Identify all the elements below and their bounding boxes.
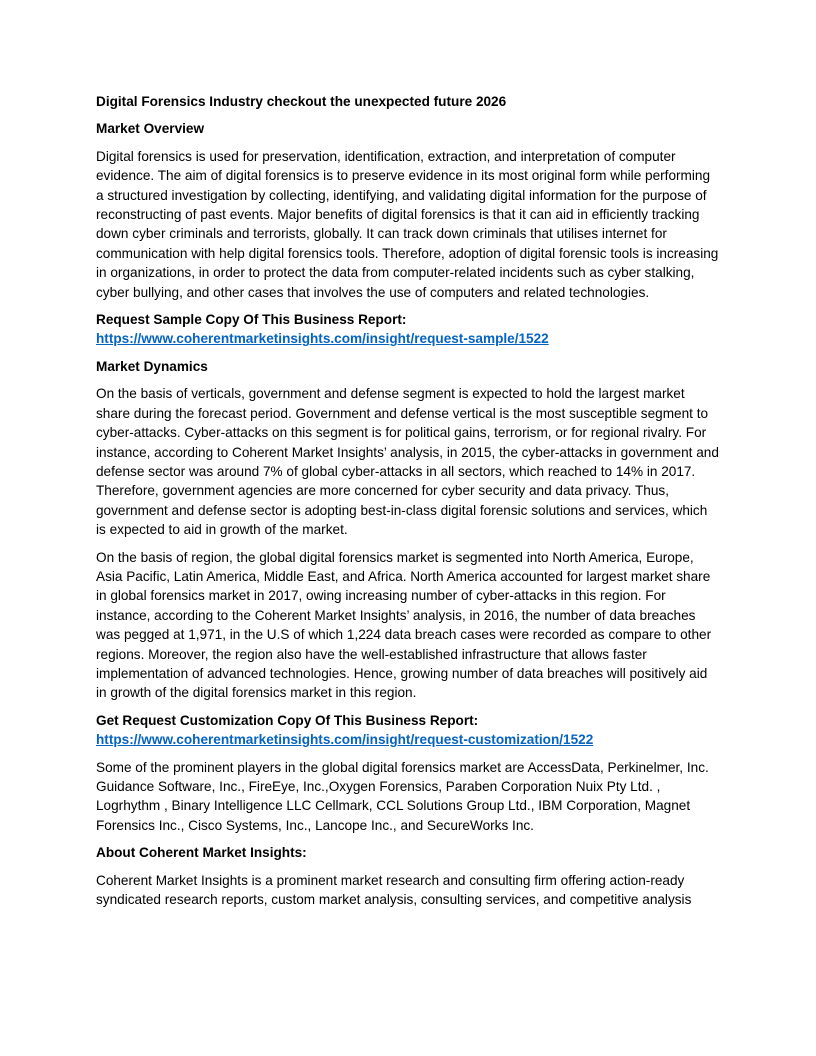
market-overview-heading: Market Overview [96, 121, 205, 137]
about-paragraph: Coherent Market Insights is a prominent market research and consulting firm offering action-ready syndicated research reports, custom market analysis, consulting services, and competitive analysis [96, 872, 692, 908]
market-overview-paragraph: Digital forensics is used for preservation, identification, extraction, and interpretation of computer evidence. The aim of digital forensics is to preserve evidence in its most original form while performing a structured investigation by collecting, identifying, and validating digital information for the purpose of reconstructing of past events. Major benefits of digital forensics is that it can aid in efficiently tracking down cyber criminals and terrorists, globally. It can track down criminals that utilises internet for communication with help digital forensics tools. Therefore, adoption of digital forensic tools is increasing in organizations, in order to protect the data from computer-related incidents such as cyber stalking, cyber bullying, and other cases that involves the use of computers and related technologies. [96, 148, 719, 300]
sample-request-block [96, 310, 720, 349]
market-dynamics-paragraph-region: On the basis of region, the global digital forensics market is segmented into North America, Europe, Asia Pacific, Latin America, Middle East, and Africa. North America accounted for largest market share in global forensics market in 2017, owing increasing number of cyber-attacks in this region. For instance, according to the Coherent Market Insights’ analysis, in 2016, the number of data breaches was pegged at 1,971, in the U.S of which 1,224 data breach cases were recorded as compare to other regions. Moreover, the region also have the well-established infrastructure that allows faster implementation of advanced technologies. Hence, growing number of data breaches will positively aid in growth of the digital forensics market in this region. [96, 549, 712, 701]
market-dynamics-heading: Market Dynamics [96, 358, 208, 374]
sample-request-label: Request Sample Copy Of This Business Report: [96, 312, 407, 328]
about-heading: About Coherent Market Insights: [96, 845, 307, 861]
sample-request-link[interactable]: https://www.coherentmarketinsights.com/insight/request-sample/1522 [96, 331, 549, 347]
market-dynamics-paragraph-verticals: On the basis of verticals, government and defense segment is expected to hold the largest market share during the forecast period. Government and defense vertical is the most susceptible segment to cyber-attacks. Cyber-attacks on this segment is for political gains, terrorism, or for regional rivalry. For instance, according to Coherent Market Insights’ analysis, in 2015, the cyber-attacks in government and defense sector was around 7% of global cyber-attacks in all sectors, which reached to 14% in 2017. Therefore, government agencies are more concerned for cyber security and data privacy. Thus, government and defense sector is adopting best-in-class digital forensic solutions and services, which is expected to aid in growth of the market. [96, 386, 719, 538]
customization-request-block [96, 711, 720, 750]
document-title: Digital Forensics Industry checkout the unexpected future 2026 [96, 94, 507, 109]
customization-request-link[interactable]: https://www.coherentmarketinsights.com/insight/request-customization/1522 [96, 732, 594, 748]
customization-request-label: Get Request Customization Copy Of This Business Report: [96, 712, 479, 728]
key-players-paragraph: Some of the prominent players in the global digital forensics market are AccessData, Perkinelmer, Inc. Guidance Software, Inc., FireEye, Inc.,Oxygen Forensics, Paraben Corporation Nuix Pty Ltd. , Logrhythm , Binary Intelligence LLC Cellmark, CCL Solutions Group Ltd., IBM Corporation, Magnet Forensics Inc., Cisco Systems, Inc., Lancope Inc., and SecureWorks Inc. [96, 759, 709, 833]
document-page [96, 92, 720, 917]
